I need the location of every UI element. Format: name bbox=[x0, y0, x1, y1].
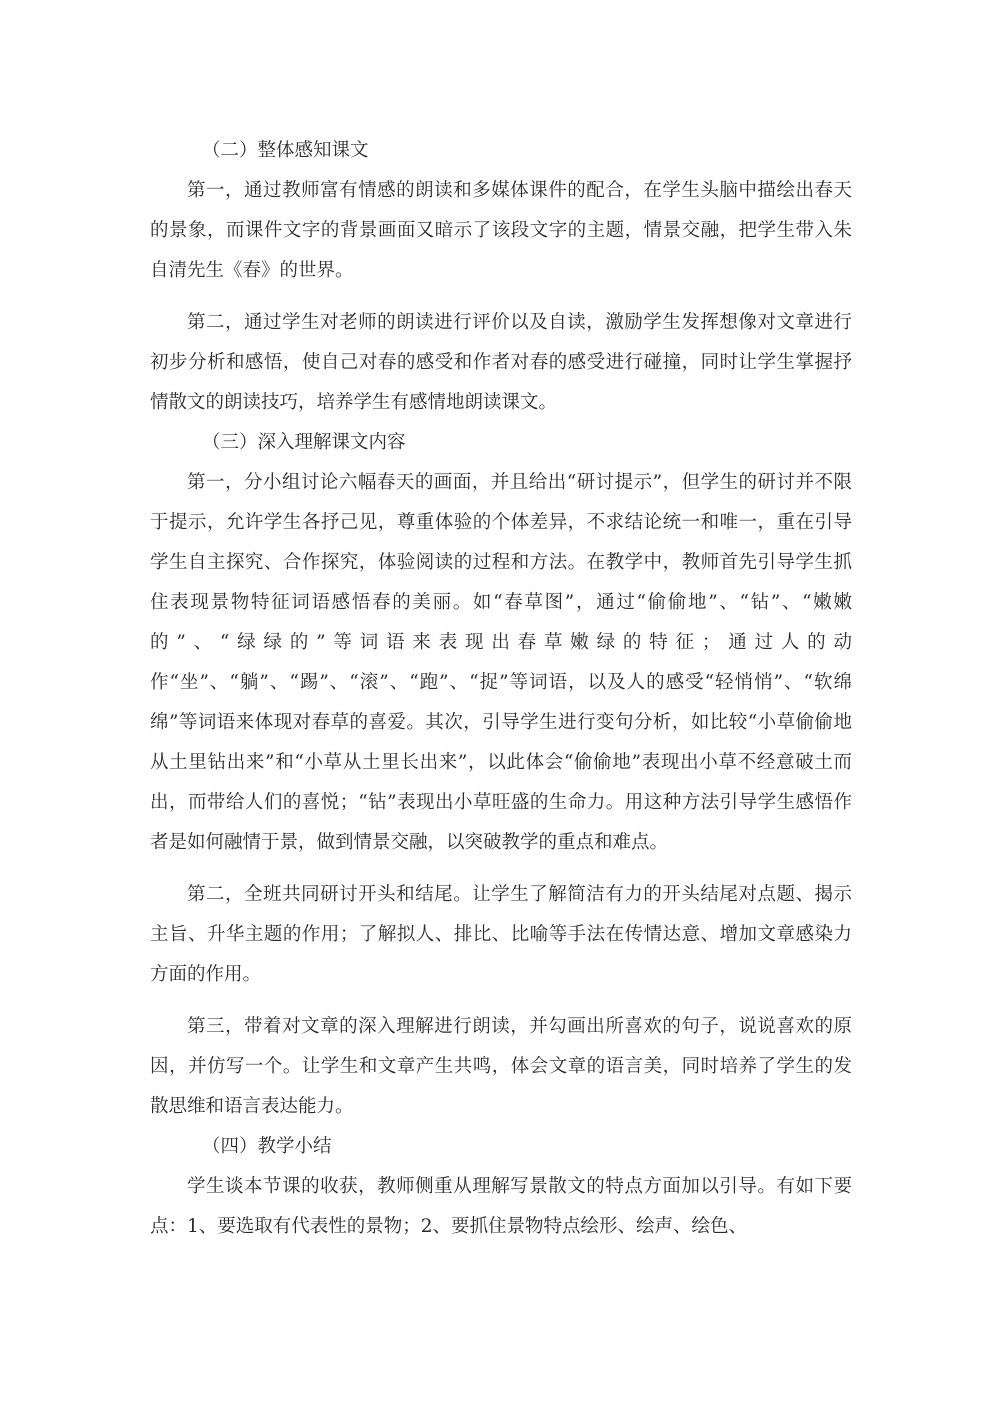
paragraph: 学生谈本节课的收获，教师侧重从理解写景散文的特点方面加以引导。有如下要点：1、要选取有代表性的景物；2、要抓住景物特点绘形、绘声、绘色、 bbox=[150, 1176, 852, 1237]
section-heading-4: （四）教学小结 bbox=[202, 1136, 332, 1157]
section-heading-2: （二）整体感知课文 bbox=[202, 140, 369, 161]
section-heading-3: （三）深入理解课文内容 bbox=[202, 432, 406, 453]
paragraph: 第一，分小组讨论六幅春天的画面，并且给出“研讨提示”，但学生的研讨并不限于提示，允许学生各抒己见，尊重体验的个体差异，不求结论统一和唯一，重在引导学生自主探究、合作探究，体验阅读的过程和方法。在教学中，教师首先引导学生抓住表现景物特征词语感悟春的美丽。如“春草图”，通过“偷偷地”、“钻”、“嫩嫩的”、“绿绿的”等词语来表现出春草嫩绿的特征；通过人的动作“坐”、“躺”、“踢”、“滚”、“跑”、“捉”等词语，以及人的感受“轻悄悄”、“软绵绵”等词语来体现对春草的喜爱。其次，引导学生进行变句分析，如比较“小草偷偷地从土里钻出来”和“小草从土里长出来”，以此体会“偷偷地”表现出小草不经意破土而出，而带给人们的喜悦；“钻”表现出小草旺盛的生命力。用这种方法引导学生感悟作者是如何融情于景，做到情景交融，以突破教学的重点和难点。 bbox=[150, 472, 852, 853]
paragraph: 第三，带着对文章的深入理解进行朗读，并勾画出所喜欢的句子，说说喜欢的原因，并仿写一个。让学生和文章产生共鸣，体会文章的语言美，同时培养了学生的发散思维和语言表达能力。 bbox=[150, 1016, 852, 1117]
paragraph: 第二，全班共同研讨开头和结尾。让学生了解简洁有力的开头结尾对点题、揭示主旨、升华主题的作用；了解拟人、排比、比喻等手法在传情达意、增加文章感染力方面的作用。 bbox=[150, 884, 852, 985]
document-page bbox=[150, 131, 852, 1247]
paragraph: 第一，通过教师富有情感的朗读和多媒体课件的配合，在学生头脑中描绘出春天的景象，而课件文字的背景画面又暗示了该段文字的主题，情景交融，把学生带入朱自清先生《春》的世界。 bbox=[150, 180, 852, 281]
paragraph: 第二，通过学生对老师的朗读进行评价以及自读，激励学生发挥想像对文章进行初步分析和感悟，使自己对春的感受和作者对春的感受进行碰撞，同时让学生掌握抒情散文的朗读技巧，培养学生有感情地朗读课文。 bbox=[150, 312, 852, 413]
